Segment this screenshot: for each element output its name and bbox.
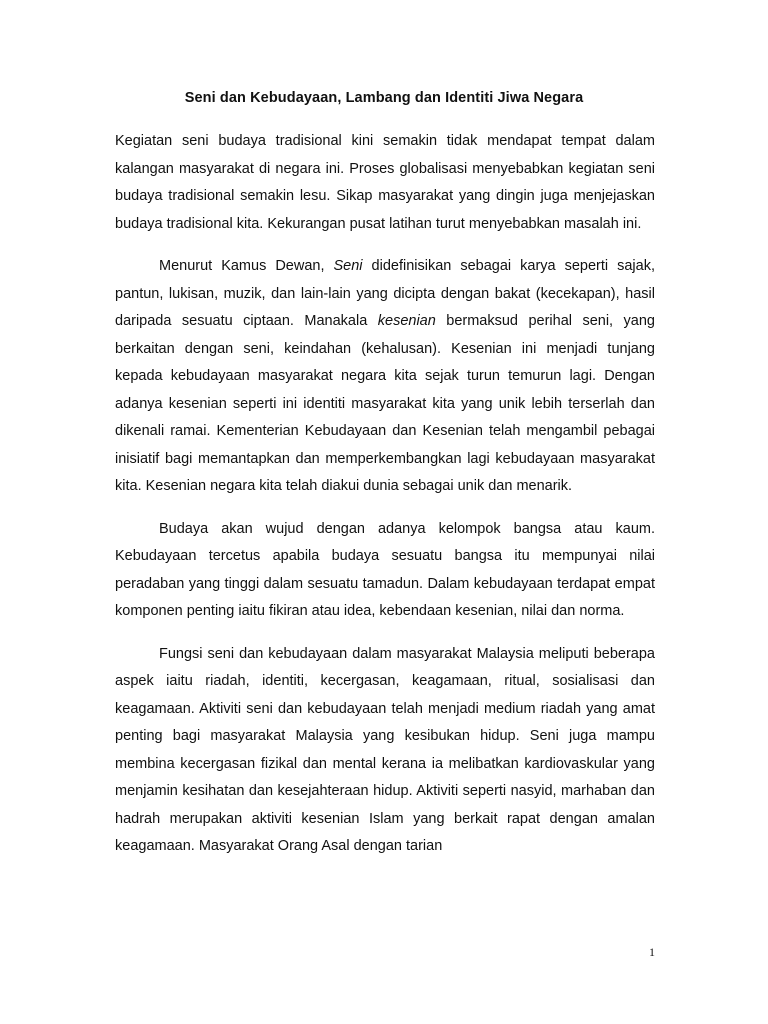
document-body	[115, 128, 655, 861]
document-title: Seni dan Kebudayaan, Lambang dan Identiti Jiwa Negara	[184, 90, 584, 106]
paragraph-4: Fungsi seni dan kebudayaan dalam masyarakat Malaysia meliputi beberapa aspek iaitu riadah, identiti, kecergasan, keagamaan, ritual, sosialisasi dan keagamaan. Aktiviti seni dan kebudayaan telah menjadi medium riadah yang amat penting bagi masyarakat Malaysia yang kesibukan hidup. Seni juga mampu membina kecergasan fizikal dan mental kerana ia melibatkan kardiovaskular yang menjamin kesihatan dan kesejahteraan hidup. Aktiviti seperti nasyid, marhaban dan hadrah merupakan aktiviti kesenian Islam yang berkait rapat dengan amalan keagamaan. Masyarakat Orang Asal dengan tarian	[115, 645, 655, 854]
term-kesenian: kesenian	[377, 313, 436, 329]
paragraph-2-text-3: bermaksud perihal seni, yang berkaitan dengan seni, keindahan (kehalusan). Kesenian ini menjadi tunjang kepada kebudayaan masyarakat negara kita sejak turun temurun lagi. Dengan adanya kesenian seperti ini identiti masyarakat kita yang unik lebih terserlah dan dikenali ramai. Kementerian Kebudayaan dan Kesenian telah mengambil pebagai inisiatif bagi memantapkan dan memperkembangkan lagi kebudayaan masyarakat kita. Kesenian negara kita telah diakui dunia sebagai unik dan menarik.	[115, 313, 655, 494]
paragraph-2-text-2: didefinisikan sebagai karya seperti sajak, pantun, lukisan, muzik, dan lain-lain yang dicipta dengan bakat (kecekapan), hasil daripada sesuatu ciptaan. Manakala	[115, 258, 655, 329]
page-number: 1	[649, 945, 655, 959]
paragraph-2	[115, 253, 655, 501]
paragraph-3: Budaya akan wujud dengan adanya kelompok bangsa atau kaum. Kebudayaan tercetus apabila budaya sesuatu bangsa itu mempunyai nilai peradaban yang tinggi dalam sesuatu tamadun. Dalam kebudayaan terdapat empat komponen penting iaitu fikiran atau idea, kebendaan kesenian, nilai dan norma.	[115, 520, 655, 619]
paragraph-2-text-1: Menurut Kamus Dewan,	[159, 258, 334, 274]
paragraph-1: Kegiatan seni budaya tradisional kini semakin tidak mendapat tempat dalam kalangan masyarakat di negara ini. Proses globalisasi menyebabkan kegiatan seni budaya tradisional semakin lesu. Sikap masyarakat yang dingin juga menjejaskan budaya tradisional kita. Kekurangan pusat latihan turut menyebabkan masalah ini.	[115, 133, 655, 232]
term-seni: Seni	[333, 258, 363, 274]
